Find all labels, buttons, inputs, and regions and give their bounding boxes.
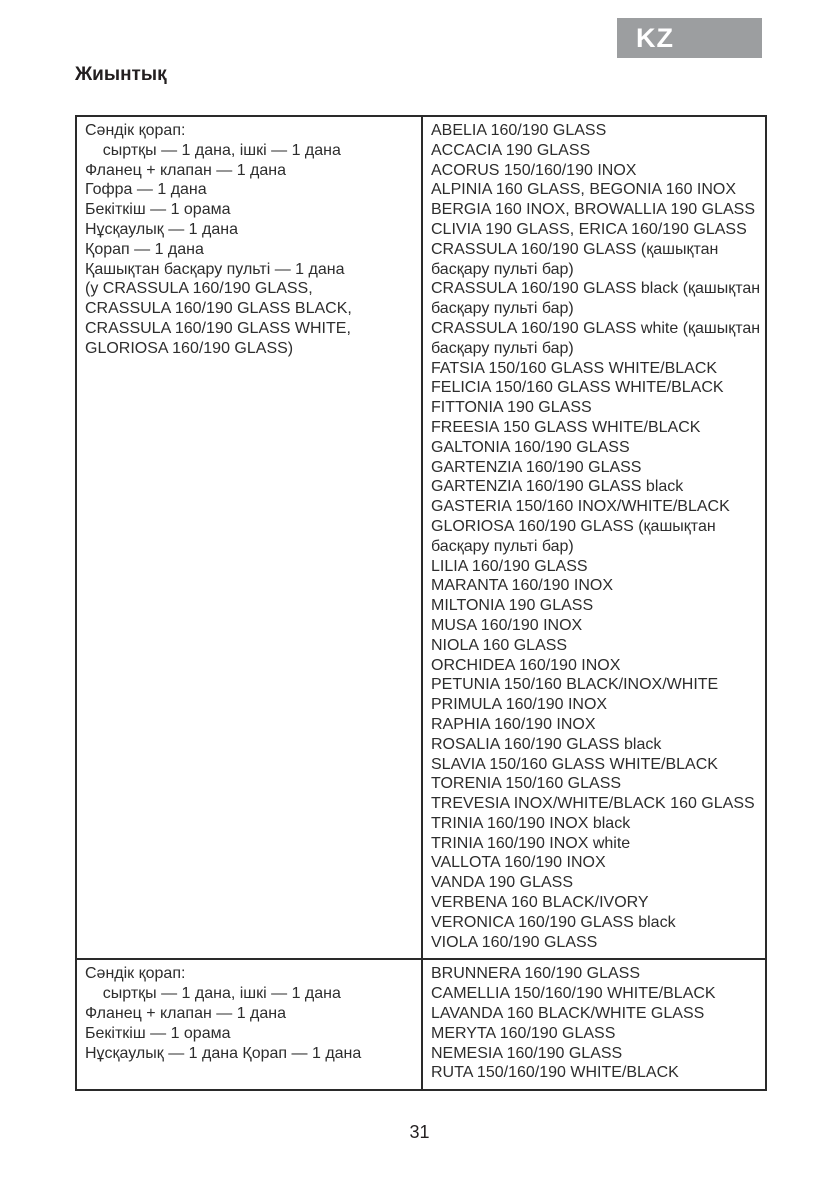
page-number: 31 (409, 1122, 430, 1142)
language-badge (617, 18, 762, 58)
table-row (76, 116, 766, 959)
text-line: BERGIA 160 INOX, BROWALLIA 190 GLASS (431, 201, 755, 219)
table-row (76, 959, 766, 1090)
text-line: GLORIOSA 160/190 GLASS (қашықтан (431, 517, 716, 535)
text-line: GARTENZIA 160/190 GLASS (431, 458, 642, 476)
text-line: CAMELLIA 150/160/190 WHITE/BLACK (431, 985, 716, 1003)
text-line: TORENIA 150/160 GLASS (431, 775, 622, 793)
text-line: VERONICA 160/190 GLASS black (431, 913, 676, 931)
text-line: Нұсқаулық — 1 дана (85, 220, 238, 238)
text-line: RUTA 150/160/190 WHITE/BLACK (431, 1064, 679, 1082)
text-line: VALLOTA 160/190 INOX (431, 854, 606, 872)
text-line: CRASSULA 160/190 GLASS BLACK, (85, 300, 352, 318)
text-line: GLORIOSA 160/190 GLASS) (85, 339, 294, 357)
text-line: MARANTA 160/190 INOX (431, 577, 613, 595)
text-line: басқару пульті бар) (431, 300, 574, 318)
text-line: GASTERIA 150/160 INOX/WHITE/BLACK (431, 498, 730, 516)
text-line: CRASSULA 160/190 GLASS WHITE, (85, 319, 351, 337)
text-line: ABELIA 160/190 GLASS (431, 122, 607, 139)
text-line: Сәндік қорап: (85, 122, 186, 139)
text-line: PRIMULA 160/190 INOX (431, 696, 608, 714)
text-line: NIOLA 160 GLASS (431, 636, 568, 654)
cell-model-list (422, 959, 766, 1090)
text-line: CRASSULA 160/190 GLASS (қашықтан (431, 240, 719, 258)
text-line: MERYTA 160/190 GLASS (431, 1024, 616, 1042)
text-line: VANDA 190 GLASS (431, 874, 573, 892)
text-line: SLAVIA 150/160 GLASS WHITE/BLACK (431, 755, 718, 773)
text-line: LILIA 160/190 GLASS (431, 557, 588, 575)
text-line: ALPINIA 160 GLASS, BEGONIA 160 INOX (431, 181, 737, 199)
text-line: Сәндік қорап: (85, 965, 186, 983)
cell-model-list (422, 116, 766, 959)
text-line: сыртқы — 1 дана, ішкі — 1 дана (85, 985, 341, 1003)
text-line: LAVANDA 160 BLACK/WHITE GLASS (431, 1005, 705, 1023)
text-line: Бекіткіш — 1 орама (85, 201, 231, 219)
text-line: RAPHIA 160/190 INOX (431, 715, 596, 733)
text-line: MILTONIA 190 GLASS (431, 597, 594, 615)
text-line: VIOLA 160/190 GLASS (431, 933, 598, 951)
text-line: CRASSULA 160/190 GLASS white (қашықтан (431, 319, 761, 337)
contents-table (75, 115, 767, 1091)
text-line: Нұсқаулық — 1 дана Қорап — 1 дана (85, 1044, 362, 1062)
text-line: FATSIA 150/160 GLASS WHITE/BLACK (431, 359, 718, 377)
text-line: FREESIA 150 GLASS WHITE/BLACK (431, 418, 701, 436)
contents-table-body (76, 116, 766, 1090)
text-line: MUSA 160/190 INOX (431, 616, 583, 634)
text-line: GALTONIA 160/190 GLASS (431, 438, 630, 456)
text-line: FELICIA 150/160 GLASS WHITE/BLACK (431, 379, 724, 397)
cell-package-contents (76, 116, 422, 959)
text-line: TREVESIA INOX/WHITE/BLACK 160 GLASS (431, 795, 755, 813)
text-line: Фланец + клапан — 1 дана (85, 161, 287, 179)
text-line: ROSALIA 160/190 GLASS black (431, 735, 662, 753)
text-line: TRINIA 160/190 INOX white (431, 834, 631, 852)
text-line: (у CRASSULA 160/190 GLASS, (85, 280, 313, 298)
text-line: басқару пульті бар) (431, 260, 574, 278)
text-line: VERBENA 160 BLACK/IVORY (431, 894, 649, 912)
text-line: Қорап — 1 дана (85, 240, 204, 258)
cell-package-contents (76, 959, 422, 1090)
text-line: NEMESIA 160/190 GLASS (431, 1044, 623, 1062)
text-line: басқару пульті бар) (431, 339, 574, 357)
text-line: PETUNIA 150/160 BLACK/INOX/WHITE (431, 676, 719, 694)
text-line: Гофра — 1 дана (85, 181, 207, 199)
text-line: басқару пульті бар) (431, 537, 574, 555)
text-line: FITTONIA 190 GLASS (431, 399, 592, 417)
language-badge-label: KZ (636, 22, 674, 53)
text-line: сыртқы — 1 дана, ішкі — 1 дана (85, 141, 341, 159)
page-title: Жиынтық (75, 64, 167, 85)
text-line: Бекіткіш — 1 орама (85, 1024, 231, 1042)
text-line: ACORUS 150/160/190 INOX (431, 161, 637, 179)
text-line: ACCACIA 190 GLASS (431, 141, 591, 159)
text-line: BRUNNERA 160/190 GLASS (431, 965, 640, 983)
text-line: Фланец + клапан — 1 дана (85, 1005, 287, 1023)
text-line: GARTENZIA 160/190 GLASS black (431, 478, 684, 496)
text-line: TRINIA 160/190 INOX black (431, 814, 631, 832)
text-line: CLIVIA 190 GLASS, ERICA 160/190 GLASS (431, 220, 747, 238)
text-line: Қашықтан басқару пульті — 1 дана (85, 260, 345, 278)
text-line: CRASSULA 160/190 GLASS black (қашықтан (431, 280, 761, 298)
text-line: ORCHIDEA 160/190 INOX (431, 656, 621, 674)
